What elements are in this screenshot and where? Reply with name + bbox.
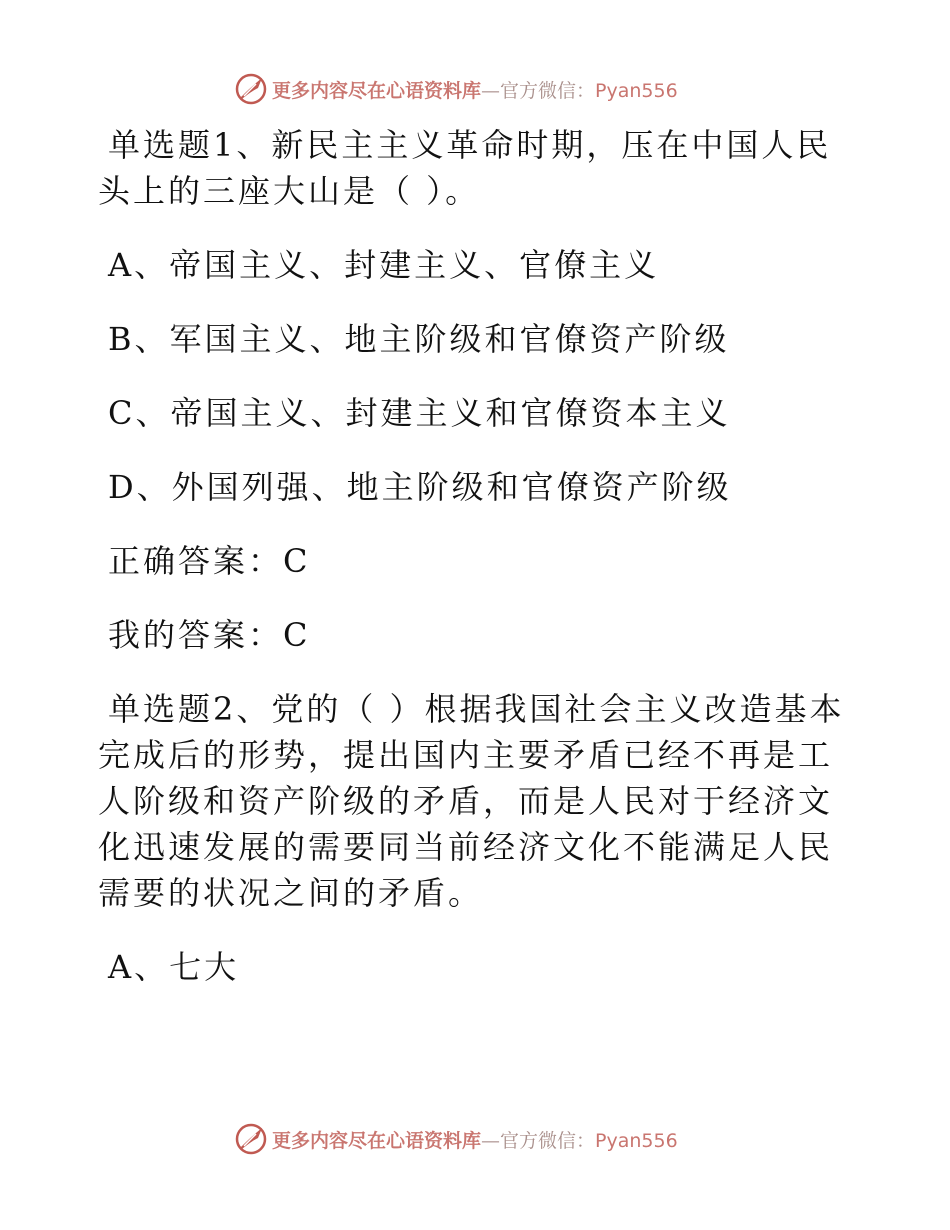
question-1-option-a: A、帝国主义、封建主义、官僚主义 (108, 246, 660, 284)
document-body (98, 122, 858, 990)
watermark-text: 更多内容尽在心语资料库—官方微信：Pyan556 (272, 79, 678, 102)
question-1-option-b: B、军国主义、地主阶级和官僚资产阶级 (108, 320, 730, 358)
question-2-title: 单选题2、党的（ ）根据我国社会主义改造基本完成后的形势，提出国内主要矛盾已经不再是工人阶级和资产阶级的矛盾，而是人民对于经济文化迅速发展的需要同当前经济文化不能满足人民需要的状况之间的矛盾。 (98, 690, 845, 912)
question-1-my-answer: 我的答案：C (108, 616, 311, 654)
question-1-correct-answer: 正确答案：C (108, 542, 311, 580)
question-1-option-d: D、外国列强、地主阶级和官僚资产阶级 (108, 468, 732, 506)
pen-logo-icon (234, 1122, 268, 1156)
footer-watermark (234, 1122, 678, 1156)
question-1-title: 单选题1、新民主主义革命时期，压在中国人民头上的三座大山是（ ）。 (98, 126, 832, 210)
question-2-option-a: A、七大 (108, 948, 240, 986)
question-1-option-c: C、帝国主义、封建主义和官僚资本主义 (108, 394, 731, 432)
pen-logo-icon (234, 72, 268, 106)
watermark-text: 更多内容尽在心语资料库—官方微信：Pyan556 (272, 1129, 678, 1152)
header-watermark (234, 72, 678, 106)
